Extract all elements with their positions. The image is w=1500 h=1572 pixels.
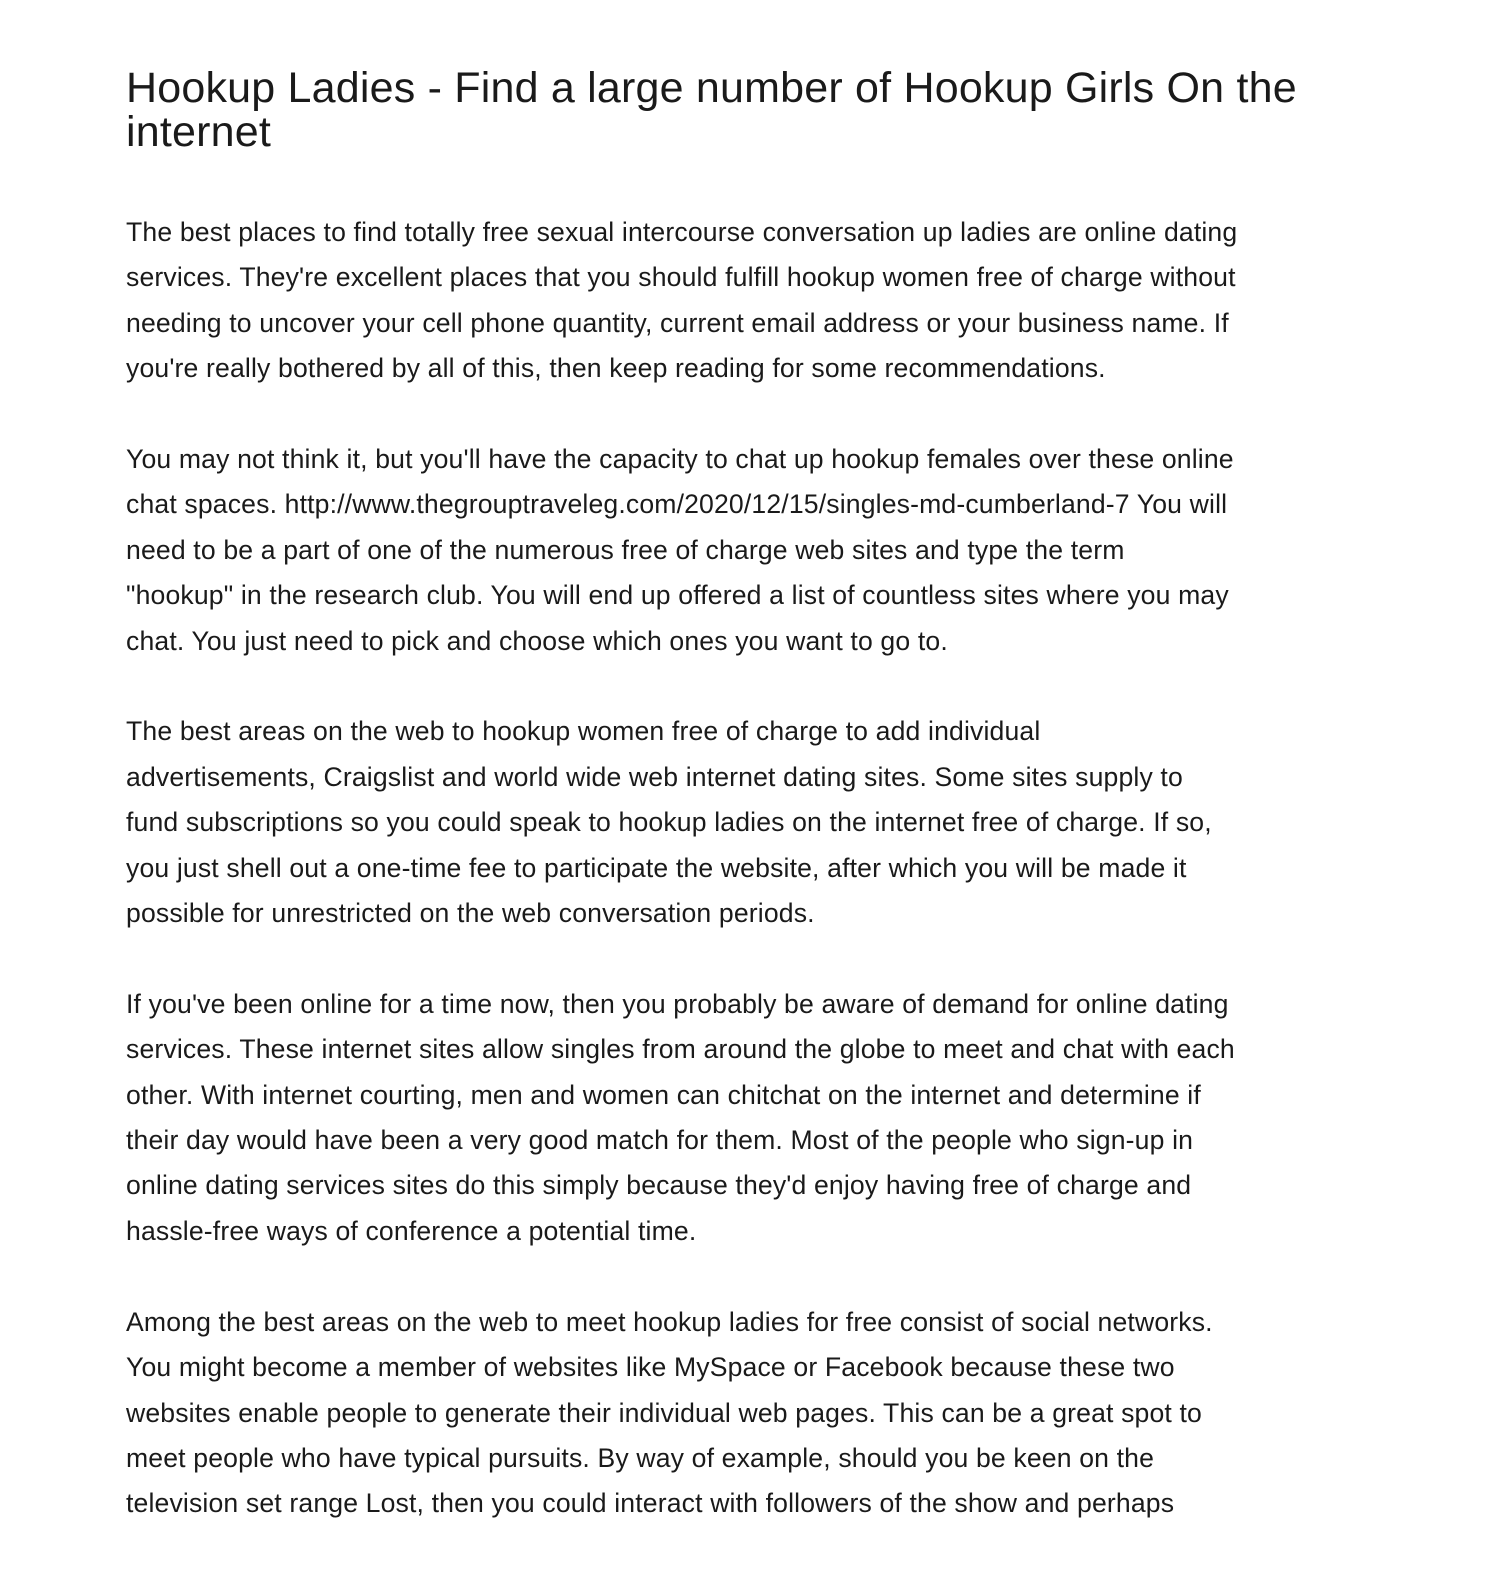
paragraph-line: The best areas on the web to hookup women free of charge to add individual [126,716,1041,747]
paragraph-line: services. These internet sites allow singles from around the globe to meet and chat with each [126,1034,1235,1065]
paragraph [126,437,1386,664]
paragraph [126,1300,1386,1527]
paragraph-line: advertisements, Craigslist and world wide web internet dating sites. Some sites supply to [126,761,1183,792]
paragraph [126,709,1386,936]
paragraph-line: other. With internet courting, men and women can chitchat on the internet and determine if [126,1079,1201,1110]
paragraph [126,982,1386,1254]
paragraph-line: fund subscriptions so you could speak to hookup ladies on the internet free of charge. If so, [126,807,1212,838]
paragraph-line: online dating services sites do this simply because they'd enjoy having free of charge and [126,1170,1192,1201]
paragraph-line: needing to uncover your cell phone quantity, current email address or your business name. If [126,307,1229,338]
paragraph-line: services. They're excellent places that you should fulfill hookup women free of charge without [126,262,1236,293]
title-line: internet [126,108,272,156]
document-body [126,210,1386,1527]
paragraph-line: The best places to find totally free sexual intercourse conversation up ladies are online dating [126,217,1238,247]
paragraph-line: television set range Lost, then you could interact with followers of the show and perhaps [126,1488,1175,1519]
paragraph-line: If you've been online for a time now, then you probably be aware of demand for online dating [126,988,1229,1019]
paragraph-line: you just shell out a one-time fee to participate the website, after which you will be made it [126,852,1187,883]
title-line: Hookup Ladies - Find a large number of Hookup Girls On the [126,64,1297,112]
paragraph-line: their day would have been a very good match for them. Most of the people who sign-up in [126,1125,1194,1156]
paragraph-line: need to be a part of one of the numerous free of charge web sites and type the term [126,534,1125,565]
paragraph-line: hassle-free ways of conference a potential time. [126,1215,697,1246]
paragraph-line: you're really bothered by all of this, then keep reading for some recommendations. [126,353,1106,384]
document-page [126,66,1386,1572]
paragraph-line: You may not think it, but you'll have the capacity to chat up hookup females over these online [126,444,1234,475]
paragraph-line: Among the best areas on the web to meet hookup ladies for free consist of social networks. [126,1306,1213,1337]
paragraph-line: possible for unrestricted on the web conversation periods. [126,898,815,929]
paragraph-line: websites enable people to generate their individual web pages. This can be a great spot to [126,1397,1202,1428]
paragraph-line: "hookup" in the research club. You will end up offered a list of countless sites where you may [126,580,1229,611]
paragraph-line: You might become a member of websites like MySpace or Facebook because these two [126,1352,1175,1383]
paragraph-line: chat. You just need to pick and choose which ones you want to go to. [126,625,948,656]
paragraph [126,210,1386,392]
document-title [126,66,1386,154]
paragraph-line: meet people who have typical pursuits. By way of example, should you be keen on the [126,1442,1155,1473]
paragraph-line: chat spaces. http://www.thegrouptraveleg.com/2020/12/15/singles-md-cumberland-7 You will [126,489,1228,520]
